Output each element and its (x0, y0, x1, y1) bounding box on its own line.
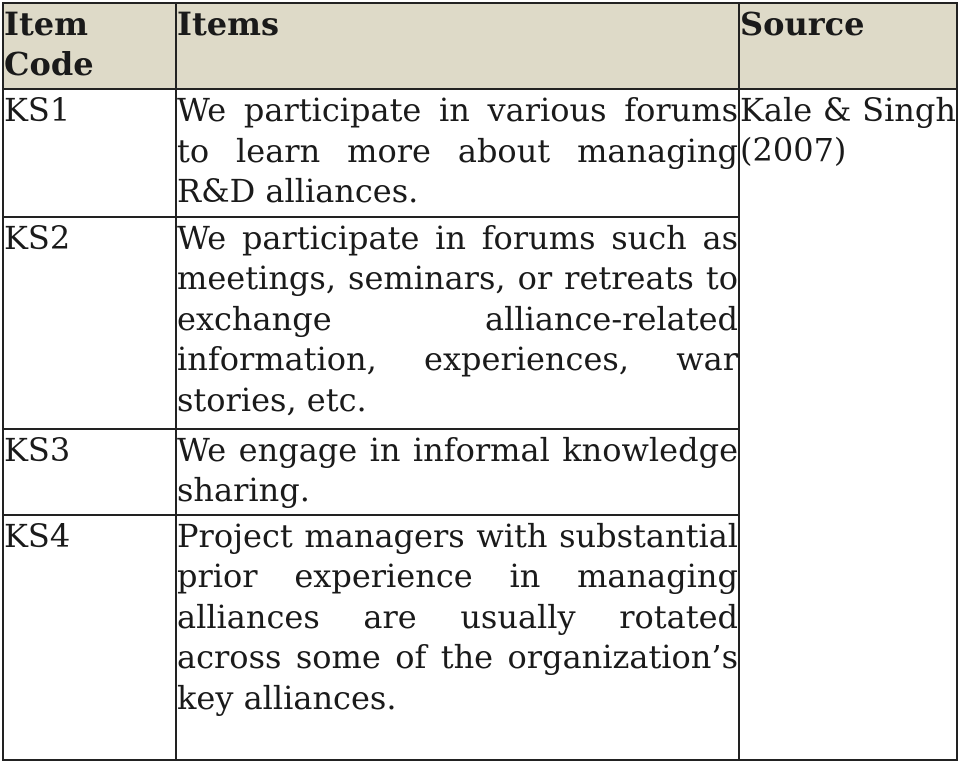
header-source: Source (739, 3, 957, 89)
table-header (3, 3, 957, 89)
item-code-cell: KS3 (3, 429, 176, 515)
items-table (2, 2, 958, 761)
item-code-cell: KS2 (3, 217, 176, 429)
header-items: Items (176, 3, 739, 89)
source-cell: Kale & Singh (2007) (739, 89, 957, 760)
item-text-cell: We participate in various forums to learn more about managing R&D alliances. (176, 89, 739, 217)
item-text-cell: Project managers with substantial prior experience in managing alliances are usually rotated across some of the organization’s key alliances. (176, 515, 739, 760)
item-text-cell: We participate in forums such as meetings, seminars, or retreats to exchange alliance-related information, experiences, war stories, etc. (176, 217, 739, 429)
table-row (3, 89, 957, 217)
table-body (3, 89, 957, 760)
item-code-cell: KS1 (3, 89, 176, 217)
item-code-cell: KS4 (3, 515, 176, 760)
header-row (3, 3, 957, 89)
item-text-cell: We engage in informal knowledge sharing. (176, 429, 739, 515)
header-item-code: Item Code (3, 3, 176, 89)
